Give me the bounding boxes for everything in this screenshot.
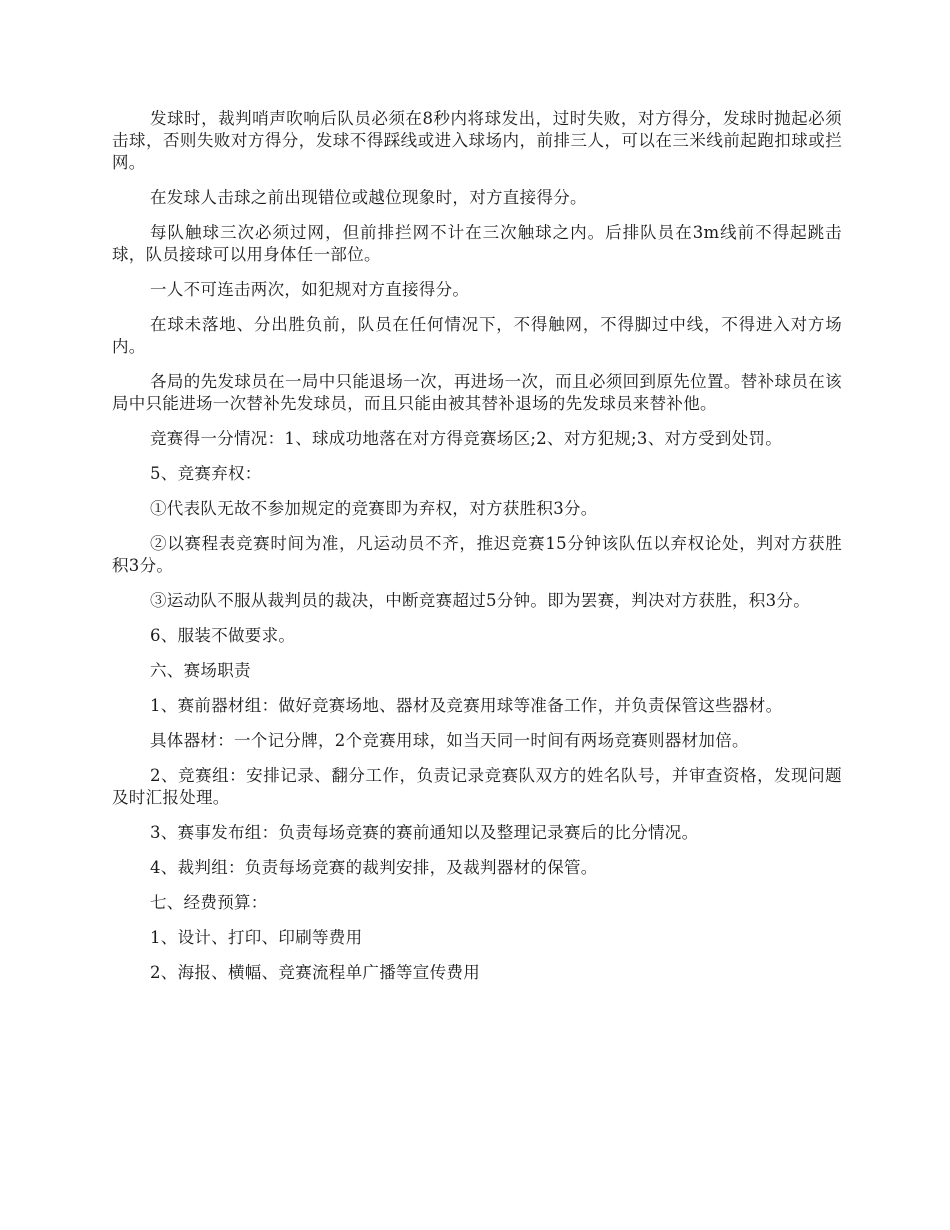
paragraph-referee-group: 4、裁判组：负责每场竞赛的裁判安排，及裁判器材的保管。 xyxy=(150,858,598,877)
paragraph-equipment-group: 1、赛前器材组：做好竞赛场地、器材及竞赛用球等准备工作，并负责保管这些器材。 xyxy=(150,696,783,715)
section-heading-budget: 七、经费预算： xyxy=(150,893,268,912)
paragraph-publishing-group: 3、赛事发布组：负责每场竞赛的赛前通知以及整理记录赛后的比分情况。 xyxy=(150,823,699,842)
paragraph-dress-code: 6、服装不做要求。 xyxy=(150,626,296,645)
paragraph-double-hit: 一人不可连击两次，如犯规对方直接得分。 xyxy=(150,280,470,299)
paragraph-forfeit-heading: 5、竞赛弃权： xyxy=(150,464,262,483)
paragraph-rotation-fault: 在发球人击球之前出现错位或越位现象时，对方直接得分。 xyxy=(150,188,587,207)
paragraph-substitution: 各局的先发球员在一局中只能退场一次，再进场一次，而且必须回到原先位置。替补球员在该局中只能进场一次替补先发球员，而且只能由被其替补退场的先发球员来替补他。 xyxy=(112,372,842,413)
paragraph-equipment-list: 具体器材：一个记分牌，2个竞赛用球，如当天同一时间有两场竞赛则器材加倍。 xyxy=(150,731,749,750)
paragraph-forfeit-3: ③运动队不服从裁判员的裁决，中断竞赛超过5分钟。即为罢赛，判决对方获胜，积3分。 xyxy=(150,591,810,610)
paragraph-budget-2: 2、海报、横幅、竞赛流程单广播等宣传费用 xyxy=(150,963,480,982)
paragraph-scoring: 竞赛得一分情况：1、球成功地落在对方得竞赛场区;2、对方犯规;3、对方受到处罚。 xyxy=(150,429,783,448)
paragraph-three-touches: 每队触球三次必须过网，但前排拦网不计在三次触球之内。后排队员在3m线前不得起跳击球，队员接球可以用身体任一部位。 xyxy=(112,223,842,264)
document-body xyxy=(112,108,842,997)
paragraph-competition-group: 2、竞赛组：安排记录、翻分工作，负责记录竞赛队双方的姓名队号，并审查资格，发现问题及时汇报处理。 xyxy=(112,766,842,807)
paragraph-forfeit-2: ②以赛程表竞赛时间为准，凡运动员不齐，推迟竞赛15分钟该队伍以弃权论处，判对方获胜积3分。 xyxy=(112,534,842,575)
paragraph-net-touch: 在球未落地、分出胜负前，队员在任何情况下，不得触网，不得脚过中线，不得进入对方场内。 xyxy=(112,315,842,356)
paragraph-serve-rules: 发球时，裁判哨声吹响后队员必须在8秒内将球发出，过时失败，对方得分，发球时抛起必须击球，否则失败对方得分，发球不得踩线或进入球场内，前排三人，可以在三米线前起跑扣球或拦网。 xyxy=(112,109,842,172)
section-heading-duties: 六、赛场职责 xyxy=(150,661,251,680)
paragraph-budget-1: 1、设计、打印、印刷等费用 xyxy=(150,928,363,947)
paragraph-forfeit-1: ①代表队无故不参加规定的竞赛即为弃权，对方获胜积3分。 xyxy=(150,499,598,518)
